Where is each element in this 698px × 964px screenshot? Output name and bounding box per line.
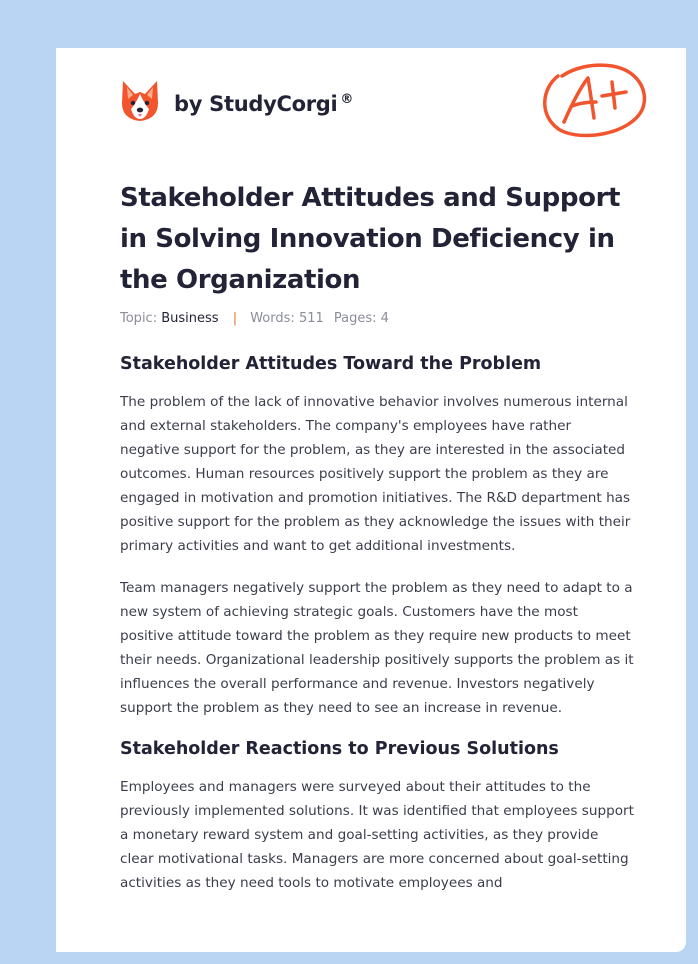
- brand-header[interactable]: [120, 76, 353, 126]
- document-meta: [120, 311, 389, 326]
- document-title: Stakeholder Attitudes and Support in Solving Innovation Deficiency in the Organization: [120, 183, 621, 295]
- topic-label: Topic:: [120, 311, 158, 326]
- pages-value: 4: [380, 311, 389, 326]
- section-paragraph: The problem of the lack of innovative behavior involves numerous internal and external stakeholders. The company's employees have rather negative support for the problem, as they are interested in the associated outcomes. Human resources positively support the problem as they are engaged in motivation and promotion initiatives. The R&D department has positive support for the problem as they acknowledge the issues with their primary activities and want to get additional investments.: [120, 394, 631, 554]
- words-label: Words:: [250, 311, 295, 326]
- section-heading: Stakeholder Attitudes Toward the Problem: [120, 354, 542, 374]
- document-body: [120, 352, 634, 895]
- meta-separator: |: [232, 311, 238, 326]
- words-value: 511: [298, 311, 324, 326]
- pages-label: Pages:: [333, 311, 377, 326]
- corgi-head-icon: [120, 79, 160, 123]
- document-page: [56, 48, 686, 952]
- section-paragraph: Team managers negatively support the problem as they need to adapt to a new system of achieving strategic goals. Customers have the most positive attitude toward the problem as they require new products to meet their needs. Organizational leadership positively supports the problem as it influences the overall performance and revenue. Investors negatively support the problem as they need to see an increase in revenue.: [120, 580, 634, 716]
- topic-link[interactable]: Business: [161, 311, 219, 326]
- a-plus-badge-icon: [538, 58, 650, 140]
- section-paragraph: Employees and managers were surveyed about their attitudes to the previously implemented solutions. It was identified that employees support a monetary reward system and goal-setting activities, as they provide clear motivational tasks. Managers are more concerned about goal-setting activities as they need tools to motivate employees and: [120, 779, 634, 891]
- section-heading: Stakeholder Reactions to Previous Solutions: [120, 739, 559, 759]
- brand-name: by StudyCorgi ®: [174, 92, 354, 116]
